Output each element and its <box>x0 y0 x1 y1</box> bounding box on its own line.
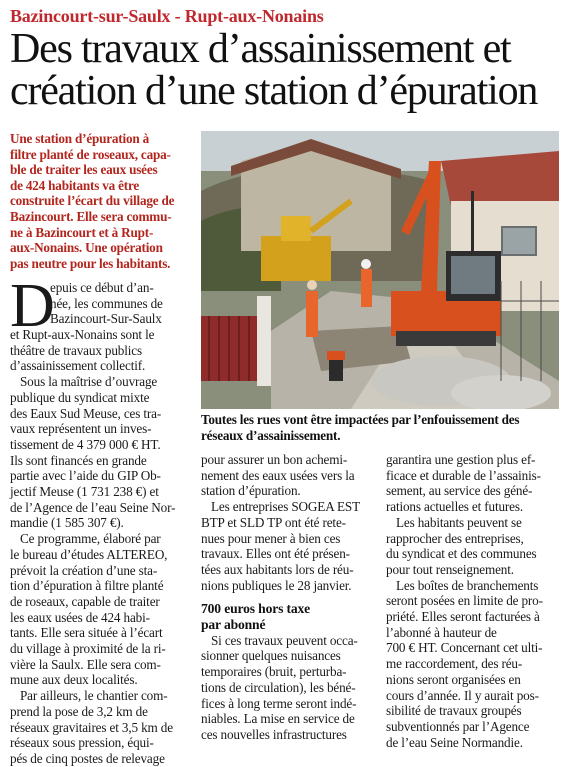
body-line: Les boîtes de branchements <box>396 577 539 593</box>
body-line: rapprocher des entreprises, <box>386 530 524 546</box>
body-line: de roseaux, capable de traiter <box>10 593 160 609</box>
body-line: niables. La mise en service de <box>201 711 355 727</box>
body-line: nues pour mener à bien ces <box>201 530 341 546</box>
body-line: travaux. Elles ont été présen- <box>201 546 350 562</box>
body-line: garantira une gestion plus ef- <box>386 452 536 467</box>
body-line: nions publiques le 28 janvier. <box>201 577 352 593</box>
body-line: tants. Elle sera située à l’écart <box>10 625 163 641</box>
body-line: sibilité de travaux groupés <box>386 703 522 719</box>
body-line: Les habitants peuvent se <box>396 514 522 530</box>
body-line: pour assurer un bon achemi- <box>201 452 348 467</box>
photo-illustration <box>201 131 559 409</box>
body-line: tées aux habitants lors de réu- <box>201 561 354 577</box>
body-line: née, les communes de <box>50 295 163 311</box>
article-headline <box>10 28 560 112</box>
body-line: réseaux gravitaires et 3,5 km de <box>10 719 173 735</box>
body-line: ficace et durable de l’assainis- <box>386 467 541 483</box>
column-3-body <box>386 452 562 750</box>
subhead-line: 700 euros hors taxe <box>201 601 311 617</box>
body-line: publique du syndicat mixte <box>10 389 150 405</box>
body-line: Ils sont financés en grande <box>10 452 147 468</box>
body-line: du syndicat et des communes <box>386 546 537 562</box>
chapo-line: filtre planté de roseaux, capa- <box>10 146 171 162</box>
column-2-body <box>201 452 379 743</box>
body-line: tissement de 4 379 000 € HT. <box>10 436 161 452</box>
chapo-line: ne à Bazincourt et à Rupt- <box>10 224 154 240</box>
chapo-line: Une station d’épuration à <box>10 131 149 146</box>
body-line: du village à proximité de la ri- <box>10 641 166 657</box>
photo-caption <box>201 412 561 443</box>
body-line: nions seront organisées en <box>386 671 521 687</box>
caption-line: réseaux d’assainissement. <box>201 427 341 443</box>
body-line: partie avec l’aide du GIP Ob- <box>10 468 161 484</box>
article-lead-summary <box>10 131 194 271</box>
body-line: 700 € HT. Concernant cet ulti- <box>386 640 543 656</box>
body-line: vière la Saulx. Elle sera com- <box>10 656 161 672</box>
body-line: tions de circulation), les béné- <box>201 679 356 695</box>
subhead-line: par abonné <box>201 617 266 633</box>
chapo-line: aux-Nonains. Une opération <box>10 240 163 256</box>
body-line: de l’Agence de l’eau Seine Nor- <box>10 499 176 515</box>
body-line: Bazincourt-Sur-Saulx <box>50 311 162 327</box>
body-line: jectif Meuse (1 731 238 €) et <box>10 484 159 500</box>
body-line: sement, au service des géné- <box>386 483 533 499</box>
headline-line: Des travaux d’assainissement et <box>10 26 511 72</box>
body-line: vaux représentent un inves- <box>10 421 152 437</box>
body-line: théâtre de travaux publics <box>10 342 142 358</box>
article-kicker: Bazincourt-sur-Saulx - Rupt-aux-Nonains <box>10 6 324 26</box>
body-line: temporaires (bruit, perturba- <box>201 664 347 680</box>
body-line: prévoit la création d’une sta- <box>10 562 158 578</box>
drop-cap: D <box>10 272 55 340</box>
body-line: prend la pose de 3,2 km de <box>10 703 148 719</box>
chapo-line: construite l’écart du village de <box>10 193 175 209</box>
body-line: tion d’épuration à filtre planté <box>10 578 164 594</box>
body-line: Si ces travaux peuvent occa- <box>211 632 358 648</box>
body-line: rations actuelles et futures. <box>386 499 523 515</box>
section-subheading <box>201 601 379 632</box>
body-line: les eaux usées de 424 habi- <box>10 609 150 625</box>
chapo-line: de 424 habitants va être <box>10 177 140 193</box>
body-line: station d’épuration. <box>201 483 301 499</box>
body-line: me raccordement, des réu- <box>386 656 523 672</box>
body-line: le bureau d’études ALTEREO, <box>10 546 168 562</box>
chapo-line: Bazincourt. Elle sera commu- <box>10 208 172 224</box>
body-line: l’abonné à hauteur de <box>386 624 497 640</box>
chapo-line: pas neutre pour les habitants. <box>10 255 171 271</box>
body-line: Par ailleurs, le chantier com- <box>20 688 168 704</box>
body-line: nement des eaux usées vers la <box>201 467 355 483</box>
body-line: seront posées en limite de pro- <box>386 593 543 609</box>
chapo-line: ble de traiter les eaux usées <box>10 162 158 178</box>
body-line: réseaux sous pression, équi- <box>10 735 154 751</box>
body-line: BTP et SLD TP ont été rete- <box>201 514 346 530</box>
body-line: et Rupt-aux-Nonains sont le <box>10 327 155 342</box>
body-line: cours d’année. Il y aurait pos- <box>386 687 539 703</box>
column-1-body <box>10 327 200 767</box>
body-line: de l’eau Seine Normandie. <box>386 734 523 750</box>
body-line: pour tout renseignement. <box>386 561 514 577</box>
body-line: ces nouvelles infrastructures <box>201 726 347 742</box>
body-line: sionner quelques nuisances <box>201 648 341 664</box>
body-line: Sous la maîtrise d’ouvrage <box>20 374 158 390</box>
body-line: subventionnés par l’Agence <box>386 718 530 734</box>
body-line: epuis ce début d’an- <box>50 280 154 295</box>
body-line: mune aux deux localités. <box>10 672 138 688</box>
body-line: Les entreprises SOGEA EST <box>211 499 360 515</box>
column-1-lead <box>50 280 200 327</box>
body-line: Ce programme, élaboré par <box>20 531 161 547</box>
body-line: des Eaux Sud Meuse, ces tra- <box>10 405 162 421</box>
body-line: priété. Elles seront facturées à <box>386 609 540 625</box>
headline-line: création d’une station d’épuration <box>10 68 538 114</box>
construction-site-photo <box>201 131 559 409</box>
body-line: fices à long terme seront indé- <box>201 695 357 711</box>
body-line: mandie (1 585 307 €). <box>10 515 124 531</box>
caption-line: Toutes les rues vont être impactées par l’enfouissement des <box>201 412 520 427</box>
body-line: pés de cinq postes de relevage <box>10 750 165 766</box>
body-line: d’assainissement collectif. <box>10 358 146 374</box>
